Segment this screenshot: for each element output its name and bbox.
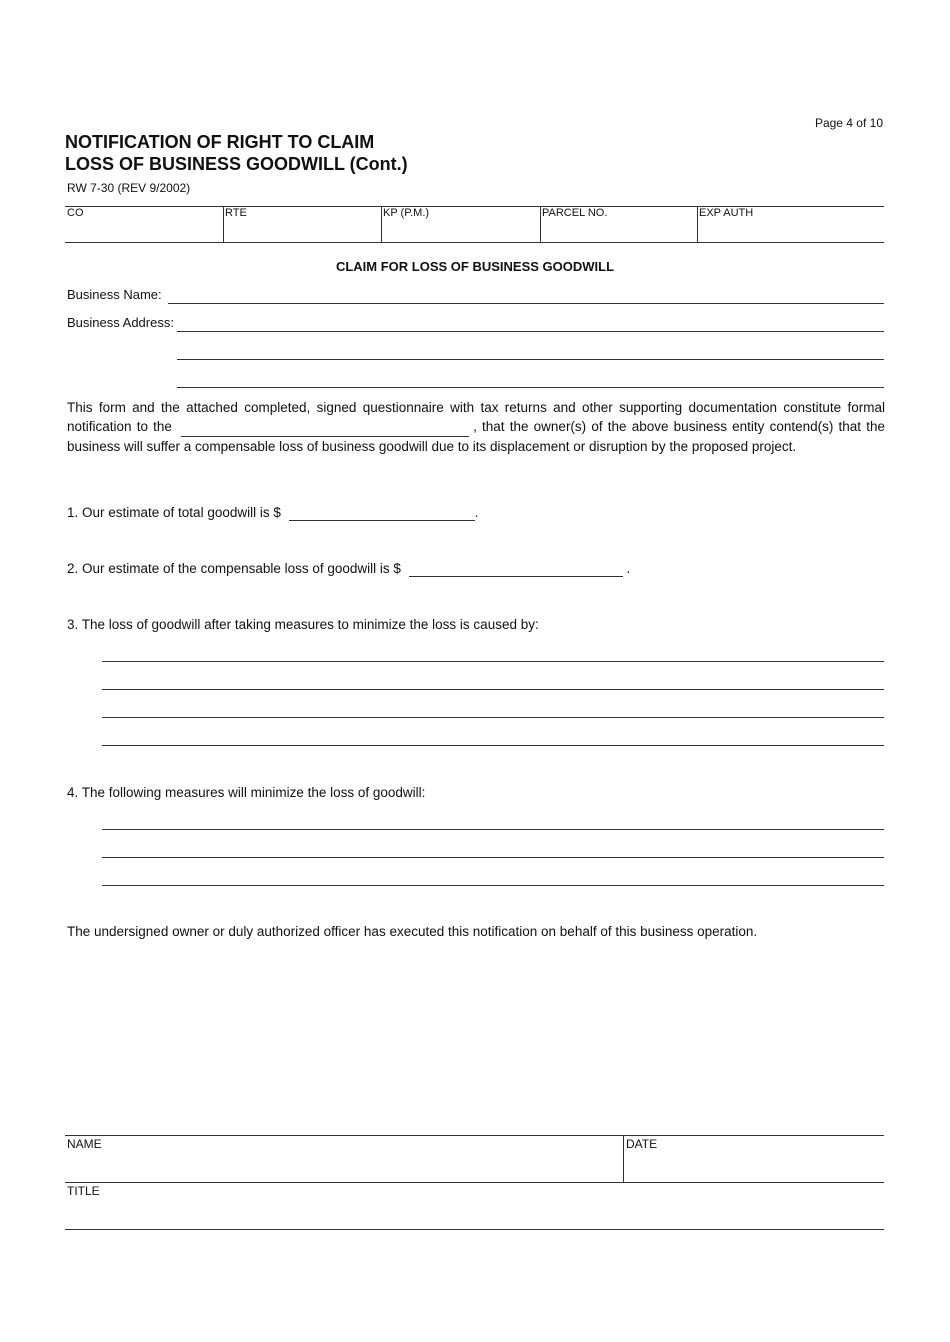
agency-name-field[interactable] [181, 417, 469, 437]
parcel-field[interactable] [541, 219, 696, 241]
business-address-field-3[interactable] [177, 387, 884, 388]
signature-statement: The undersigned owner or duly authorized officer has executed this notification on behalf of this business operation. [67, 924, 758, 939]
cause-line-4[interactable] [102, 745, 884, 746]
measures-line-1[interactable] [102, 829, 884, 830]
kp-field[interactable] [382, 219, 539, 241]
signature-bottom-border [65, 1229, 884, 1230]
measures-line-3[interactable] [102, 885, 884, 886]
paragraph-part-1: This form and the attached completed, signed questionnaire with tax returns and other supporting documentation constitute formal notification to the [67, 400, 885, 434]
form-number: RW 7-30 (REV 9/2002) [67, 181, 191, 195]
signature-divider [623, 1135, 624, 1182]
name-field[interactable] [66, 1152, 622, 1181]
business-name-label: Business Name: [67, 287, 162, 302]
parcel-label: PARCEL NO. [542, 207, 608, 219]
question-3: 3. The loss of goodwill after taking measures to minimize the loss is caused by: [67, 617, 539, 632]
business-address-field-2[interactable] [177, 359, 884, 360]
co-field[interactable] [66, 219, 222, 241]
question-2-text: 2. Our estimate of the compensable loss of goodwill is $ [67, 561, 401, 576]
form-title [65, 131, 408, 175]
page-number: Page 4 of 10 [814, 116, 883, 130]
co-label: CO [67, 207, 84, 219]
business-address-field-1[interactable] [177, 331, 884, 332]
date-field[interactable] [625, 1152, 883, 1181]
exp-auth-field[interactable] [698, 219, 883, 241]
title-field[interactable] [66, 1199, 883, 1228]
total-goodwill-field[interactable] [289, 505, 475, 521]
cause-line-1[interactable] [102, 661, 884, 662]
signature-top-border [65, 1135, 884, 1136]
cause-line-2[interactable] [102, 689, 884, 690]
rte-label: RTE [225, 207, 247, 219]
compensable-loss-field[interactable] [409, 561, 623, 577]
question-1-period: . [474, 505, 479, 520]
question-4: 4. The following measures will minimize the loss of goodwill: [67, 785, 426, 800]
question-1 [67, 505, 478, 521]
rte-field[interactable] [224, 219, 380, 241]
question-2-period: . [626, 561, 631, 576]
date-label: DATE [626, 1137, 658, 1151]
question-2 [67, 561, 630, 577]
form-title-line-2: LOSS OF BUSINESS GOODWILL (Cont.) [65, 154, 408, 174]
business-name-field[interactable] [168, 303, 884, 304]
signature-middle-border [65, 1182, 884, 1183]
measures-line-2[interactable] [102, 857, 884, 858]
name-label: NAME [67, 1137, 102, 1151]
title-label: TITLE [67, 1184, 100, 1198]
paragraph-part-2: , that the owner(s) of the above business entity contend(s) that the business will suffer a compensable loss of business goodwill due to its displacement or disruption by the proposed project. [67, 419, 885, 454]
id-table-bottom-border [65, 242, 884, 243]
question-1-text: 1. Our estimate of total goodwill is $ [67, 505, 281, 520]
notification-paragraph [67, 398, 885, 456]
kp-label: KP (P.M.) [383, 207, 430, 219]
id-table-top-border [65, 206, 884, 207]
exp-auth-label: EXP AUTH [699, 207, 754, 219]
business-address-label: Business Address: [67, 315, 174, 330]
section-title: CLAIM FOR LOSS OF BUSINESS GOODWILL [335, 259, 615, 274]
cause-line-3[interactable] [102, 717, 884, 718]
form-title-line-1: NOTIFICATION OF RIGHT TO CLAIM [65, 132, 375, 152]
